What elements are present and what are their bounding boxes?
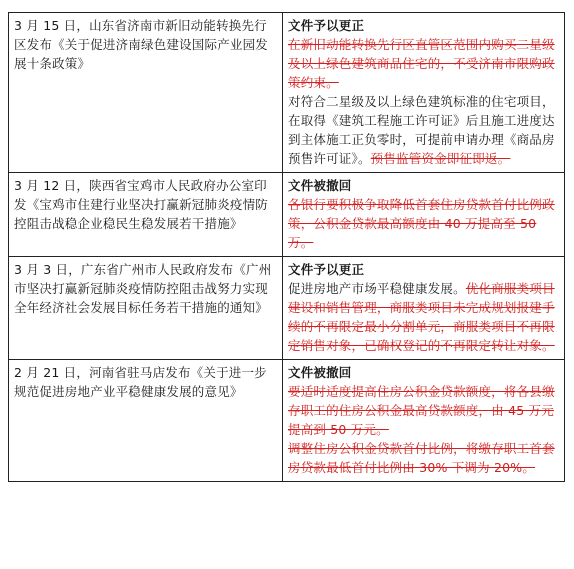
status-label: 文件予以更正 xyxy=(288,262,365,277)
policy-cell: 3 月 12 日，陕西省宝鸡市人民政府办公室印发《宝鸡市住建行业坚决打赢新冠肺炎疫情防控阻击战稳企业稳民生稳发展若干措施》 xyxy=(9,173,283,257)
status-cell xyxy=(283,360,565,482)
policy-table xyxy=(8,12,565,482)
status-cell xyxy=(283,13,565,173)
table-row xyxy=(9,13,565,173)
table-row xyxy=(9,173,565,257)
policy-cell: 2 月 21 日，河南省驻马店发布《关于进一步规范促进房地产业平稳健康发展的意见》 xyxy=(9,360,283,482)
table-body xyxy=(9,13,565,482)
status-label: 文件被撤回 xyxy=(288,365,352,380)
struck-text: 优化商服类项目建设和销售管理，商服类项目未完成规划报建手续的不再限定最小分割单元，商服类项目不再限定销售对象，已确权登记的不再限定转让对象。 xyxy=(288,281,555,353)
table-row xyxy=(9,360,565,482)
status-label: 文件被撤回 xyxy=(288,178,352,193)
policy-cell: 3 月 15 日，山东省济南市新旧动能转换先行区发布《关于促进济南绿色建设国际产业园发展十条政策》 xyxy=(9,13,283,173)
policy-text: 对符合二星级及以上绿色建筑标准的住宅项目，在取得《建筑工程施工许可证》后且施工进度达到主体施工正负零时，可提前申请办理《商品房预售许可证》。 xyxy=(288,94,555,166)
status-cell xyxy=(283,257,565,360)
struck-text: 要适时适度提高住房公积金贷款额度，将各县缴存职工的住房公积金最高贷款额度，由 45 万元提高到 50 万元。 xyxy=(288,384,555,437)
table-row xyxy=(9,257,565,360)
struck-text: 在新旧动能转换先行区直管区范围内购买二星级及以上绿色建筑商品住宅的，不受济南市限购政策约束。 xyxy=(288,37,555,90)
struck-text: 各银行要积极争取降低首套住房贷款首付比例政策，公积金贷款最高额度由 40 万提高至 50 万。 xyxy=(288,197,555,250)
status-label: 文件予以更正 xyxy=(288,18,365,33)
status-cell xyxy=(283,173,565,257)
policy-text: 促进房地产市场平稳健康发展。 xyxy=(288,281,466,296)
struck-text: 预售监管资金即征即返。 xyxy=(370,151,511,166)
policy-cell: 3 月 3 日，广东省广州市人民政府发布《广州市坚决打赢新冠肺炎疫情防控阻击战努力实现全年经济社会发展目标任务若干措施的通知》 xyxy=(9,257,283,360)
struck-text: 调整住房公积金贷款首付比例，将缴存职工首套房贷款最低首付比例由 30% 下调为 20%。 xyxy=(288,441,555,475)
